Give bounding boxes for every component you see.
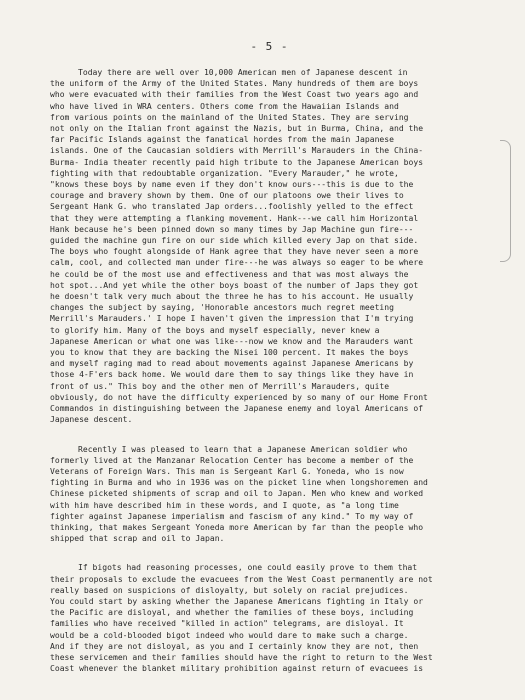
text-line: with him have described him in these words, and I quote, as "a long time bbox=[50, 500, 399, 510]
text-line: shipped that scrap and oil to Japan. bbox=[50, 534, 225, 544]
paragraph-2 bbox=[50, 444, 489, 545]
text-line: the Pacific are disloyal, and whether the families of these boys, including bbox=[50, 608, 414, 618]
text-line: that they were attempting a flanking movement. Hank---we call him Horizontal bbox=[50, 213, 419, 223]
text-line: front of us." This boy and the other men of Merrill's Marauders, quite bbox=[50, 381, 390, 391]
text-line: Hank because he's been pinned down so many times by Jap Machine gun fire--- bbox=[50, 224, 414, 234]
text-line: from various points on the mainland of the United States. They are serving bbox=[50, 112, 409, 122]
text-line: calm, cool, and collected man under fire---he was always so eager to be where bbox=[50, 258, 424, 268]
text-line: far Pacific Islands against the fanatical hordes from the main Japanese bbox=[50, 135, 394, 145]
margin-bracket-mark bbox=[500, 140, 511, 262]
text-line: Today there are well over 10,000 American men of Japanese descent in bbox=[78, 68, 408, 77]
text-line: Japanese descent. bbox=[50, 415, 133, 425]
text-line: Veterans of Foreign Wars. This man is Sergeant Karl G. Yoneda, who is now bbox=[50, 466, 404, 476]
text-line: Merrill's Marauders.' I hope I haven't given the impression that I'm trying bbox=[50, 314, 414, 324]
text-line: The boys who fought alongside of Hank agree that they have never seen a more bbox=[50, 247, 419, 257]
text-line: really based on suspicions of disloyalty, but solely on racial prejudices. bbox=[50, 585, 409, 595]
text-line: would be a cold-blooded bigot indeed who would dare to make such a charge. bbox=[50, 630, 409, 640]
text-line: You could start by asking whether the Japanese Americans fighting in Italy or bbox=[50, 596, 424, 606]
text-line: islands. One of the Caucasian soldiers with Merrill's Marauders in the China- bbox=[50, 146, 424, 156]
text-line: guided the machine gun fire on our side which killed every Jap on that side. bbox=[50, 236, 419, 246]
text-line: formerly lived at the Manzanar Relocation Center has become a member of the bbox=[50, 455, 414, 465]
text-line: their proposals to exclude the evacuees from the West Coast permanently are not bbox=[50, 574, 433, 584]
paragraph-1 bbox=[50, 67, 489, 426]
text-line: fighter against Japanese imperialism and fascism of any kind." To my way of bbox=[50, 511, 414, 521]
text-line: fighting in Burma and who in 1936 was on the picket line when longshoremen and bbox=[50, 478, 428, 488]
text-line: these servicemen and their families should have the right to return to the West bbox=[50, 652, 433, 662]
paragraph-3 bbox=[50, 562, 489, 674]
text-line: who were evacuated with their families from the West Coast two years ago and bbox=[50, 90, 419, 100]
text-line: hot spot...And yet while the other boys boast of the number of Japs they got bbox=[50, 280, 419, 290]
text-line: not only on the Italian front against the Nazis, but in Burma, China, and the bbox=[50, 124, 424, 134]
text-line: to glorify him. Many of the boys and myself especially, never knew a bbox=[50, 325, 380, 335]
text-line: And if they are not disloyal, as you and I certainly know they are not, then bbox=[50, 641, 419, 651]
text-line: he could be of the most use and effectiveness and that was most always the bbox=[50, 269, 409, 279]
text-line: changes the subject by saying, 'Honorable ancestors much regret meeting bbox=[50, 303, 394, 313]
text-line: fighting with that redoubtable organization. "Every Marauder," he wrote, bbox=[50, 168, 399, 178]
text-line: who have lived in WRA centers. Others come from the Hawaiian Islands and bbox=[50, 101, 399, 111]
page-number: - 5 - bbox=[250, 40, 289, 53]
text-line: and myself raging mad to read about movements against Japanese Americans by bbox=[50, 359, 414, 369]
text-line: thinking, that makes Sergeant Yoneda more American by far than the people who bbox=[50, 522, 424, 532]
text-line: Recently I was pleased to learn that a Japanese American soldier who bbox=[78, 444, 408, 454]
text-line: those 4-F'ers back home. We would dare them to say things like they have in bbox=[50, 370, 414, 380]
text-line: the uniform of the Army of the United States. Many hundreds of them are boys bbox=[50, 79, 419, 89]
text-line: Japanese American or what one was like---now we know and the Marauders want bbox=[50, 336, 414, 346]
text-line: you to know that they are backing the Nisei 100 percent. It makes the boys bbox=[50, 348, 409, 358]
text-line: "knows these boys by name even if they don't know ours---this is due to the bbox=[50, 180, 414, 190]
text-line: obviously, do not have the difficulty experienced by so many of our Home Front bbox=[50, 392, 428, 402]
text-line: Coast whenever the blanket military prohibition against return of evacuees is bbox=[50, 664, 424, 674]
text-line: Sergeant Hank G. who translated Jap orders...foolishly yelled to the effect bbox=[50, 202, 414, 212]
text-line: he doesn't talk very much about the three he has to his account. He usually bbox=[50, 292, 414, 302]
text-line: Commandos in distinguishing between the Japanese enemy and loyal Americans of bbox=[50, 404, 424, 414]
text-line: Chinese picketed shipments of scrap and oil to Japan. Men who knew and worked bbox=[50, 489, 424, 499]
text-line: If bigots had reasoning processes, one could easily prove to them that bbox=[78, 563, 418, 573]
text-line: courage and bravery shown by them. One of our platoons owe their lives to bbox=[50, 191, 404, 201]
text-line: families who have received "killed in action" telegrams, are disloyal. It bbox=[50, 619, 404, 629]
text-line: Burma- India theater recently paid high tribute to the Japanese American boys bbox=[50, 157, 424, 167]
